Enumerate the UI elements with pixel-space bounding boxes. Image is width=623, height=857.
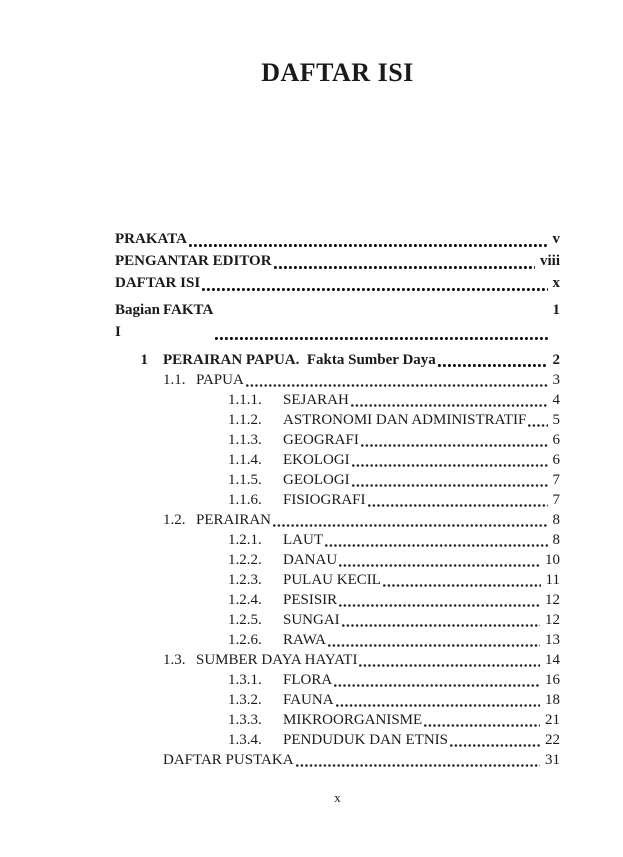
dot-leader: [202, 288, 547, 291]
toc-entry-page: 12: [545, 592, 560, 608]
toc-entry-page: 3: [552, 372, 560, 388]
toc-entry-page: 5: [552, 412, 560, 428]
toc-entry: [115, 250, 560, 272]
toc-entry: [115, 350, 560, 370]
toc-entry-label: PERAIRAN PAPUA. Fakta Sumber Daya: [163, 352, 436, 368]
dot-leader: [359, 664, 540, 667]
toc-entry-number: 1.1.1.: [228, 392, 262, 408]
toc-entry-page: 8: [552, 532, 560, 548]
page-title: DAFTAR ISI: [261, 58, 414, 87]
toc-entry: [115, 550, 560, 570]
toc-entry: [115, 730, 560, 750]
toc-entry: [115, 299, 560, 343]
toc-entry-number: 1.3.: [163, 652, 186, 668]
toc-entry-page: 11: [545, 572, 560, 588]
toc-entry-page: 7: [552, 472, 560, 488]
toc-entry-page: 4: [552, 392, 560, 408]
table-of-contents: [115, 228, 560, 770]
toc-entry-page: 18: [545, 692, 560, 708]
toc-entry: [115, 570, 560, 590]
toc-entry-number: 1.2.3.: [228, 572, 262, 588]
toc-entry-label: FAUNA: [283, 692, 334, 708]
toc-entry-label: SUNGAI: [283, 612, 340, 628]
dot-leader: [383, 584, 541, 587]
chapter-list: [115, 350, 560, 770]
toc-entry-label: DANAU: [283, 552, 338, 568]
toc-entry-page: 10: [545, 552, 560, 568]
toc-entry: [115, 430, 560, 450]
dot-leader: [296, 764, 540, 767]
toc-entry-number: 1.1.: [163, 372, 186, 388]
toc-entry-label: RAWA: [283, 632, 326, 648]
toc-entry: [115, 590, 560, 610]
toc-entry-page: viii: [539, 253, 560, 269]
toc-entry-page: 6: [552, 452, 560, 468]
toc-entry-label: GEOLOGI: [283, 472, 350, 488]
toc-entry-label: PRAKATA: [115, 231, 187, 247]
dot-leader: [273, 524, 547, 527]
dot-leader: [339, 604, 540, 607]
toc-entry-label: EKOLOGI: [283, 452, 350, 468]
toc-entry-label: DAFTAR PUSTAKA: [163, 752, 294, 768]
dot-leader: [352, 484, 548, 487]
toc-entry: [115, 510, 560, 530]
front-matter-list: [115, 228, 560, 294]
toc-entry: [115, 390, 560, 410]
toc-entry: [115, 470, 560, 490]
toc-entry-label: SEJARAH: [283, 392, 349, 408]
toc-entry-label: PAPUA: [196, 372, 244, 388]
toc-entry: [115, 530, 560, 550]
toc-entry-page: 13: [545, 632, 560, 648]
toc-entry: [115, 630, 560, 650]
dot-leader: [274, 266, 535, 269]
toc-entry-label: PESISIR: [283, 592, 338, 608]
toc-entry-page: 12: [545, 612, 560, 628]
toc-entry-number: 1.2.5.: [228, 612, 262, 628]
toc-entry-label: FLORA: [283, 672, 333, 688]
toc-entry: [115, 610, 560, 630]
toc-entry-number: 1.2.1.: [228, 532, 262, 548]
toc-entry-page: 22: [545, 732, 560, 748]
toc-entry-number: 1.3.1.: [228, 672, 262, 688]
toc-entry: [115, 650, 560, 670]
toc-entry: [115, 228, 560, 250]
toc-entry-label: SUMBER DAYA HAYATI: [196, 652, 358, 668]
toc-entry-page: x: [552, 275, 560, 291]
dot-leader: [328, 644, 540, 647]
toc-entry-page: 8: [552, 512, 560, 528]
toc-entry-number: 1.1.2.: [228, 412, 262, 428]
toc-entry-page: 2: [552, 352, 560, 368]
toc-entry-label: GEOGRAFI: [283, 432, 359, 448]
dot-leader: [342, 624, 540, 627]
toc-entry-page: 6: [552, 432, 560, 448]
dot-leader: [450, 744, 540, 747]
toc-entry-label: PULAU KECIL: [283, 572, 381, 588]
toc-entry-label: LAUT: [283, 532, 323, 548]
toc-entry-number: 1.1.3.: [228, 432, 262, 448]
toc-entry-label: PENDUDUK DAN ETNIS: [283, 732, 448, 748]
toc-entry-page: 16: [545, 672, 560, 688]
dot-leader: [325, 544, 548, 547]
toc-entry-page: 31: [545, 752, 560, 768]
toc-entry-page: 21: [545, 712, 560, 728]
dot-leader: [339, 564, 540, 567]
toc-entry-number: 1.3.3.: [228, 712, 262, 728]
toc-entry: [115, 272, 560, 294]
toc-entry: [115, 410, 560, 430]
toc-entry-number: 1.2.4.: [228, 592, 262, 608]
dot-leader: [215, 337, 547, 340]
toc-entry-label: PERAIRAN: [196, 512, 272, 528]
toc-entry-number: 1.2.: [163, 512, 186, 528]
toc-entry-label: DAFTAR ISI: [115, 275, 201, 291]
toc-entry: [115, 750, 560, 770]
toc-entry-number: 1.2.2.: [228, 552, 262, 568]
toc-entry: [115, 710, 560, 730]
dot-leader: [351, 404, 548, 407]
dot-leader: [361, 444, 548, 447]
dot-leader: [438, 364, 548, 367]
toc-entry: [115, 670, 560, 690]
toc-entry-number: 1.3.2.: [228, 692, 262, 708]
toc-entry-label: ASTRONOMI DAN ADMINISTRATIF: [283, 412, 527, 428]
dot-leader: [189, 244, 548, 247]
toc-entry-page: v: [552, 231, 560, 247]
toc-entry-number: 1.2.6.: [228, 632, 262, 648]
dot-leader: [352, 464, 548, 467]
toc-entry-label: FAKTA: [163, 302, 214, 318]
toc-entry-number: 1.3.4.: [228, 732, 262, 748]
toc-entry-page: 14: [545, 652, 560, 668]
toc-entry: [115, 690, 560, 710]
toc-entry-number: 1.1.5.: [228, 472, 262, 488]
dot-leader: [368, 504, 548, 507]
dot-leader: [246, 384, 548, 387]
toc-entry-label: PENGANTAR EDITOR: [115, 253, 272, 269]
dot-leader: [334, 684, 540, 687]
toc-entry-number: Bagian I: [115, 302, 161, 340]
toc-entry-label: FISIOGRAFI: [283, 492, 366, 508]
toc-entry: [115, 370, 560, 390]
toc-entry-number: 1.1.6.: [228, 492, 262, 508]
toc-entry: [115, 490, 560, 510]
part-list: [115, 299, 560, 343]
toc-entry-page: 7: [552, 492, 560, 508]
dot-leader: [336, 704, 540, 707]
dot-leader: [528, 424, 547, 427]
toc-entry-number: 1.1.4.: [228, 452, 262, 468]
toc-entry-label: MIKROORGANISME: [283, 712, 423, 728]
dot-leader: [424, 724, 540, 727]
toc-entry: [115, 450, 560, 470]
toc-entry-page: 1: [552, 302, 560, 318]
page-number-footer: x: [334, 790, 341, 805]
toc-entry-number: 1: [140, 352, 148, 368]
